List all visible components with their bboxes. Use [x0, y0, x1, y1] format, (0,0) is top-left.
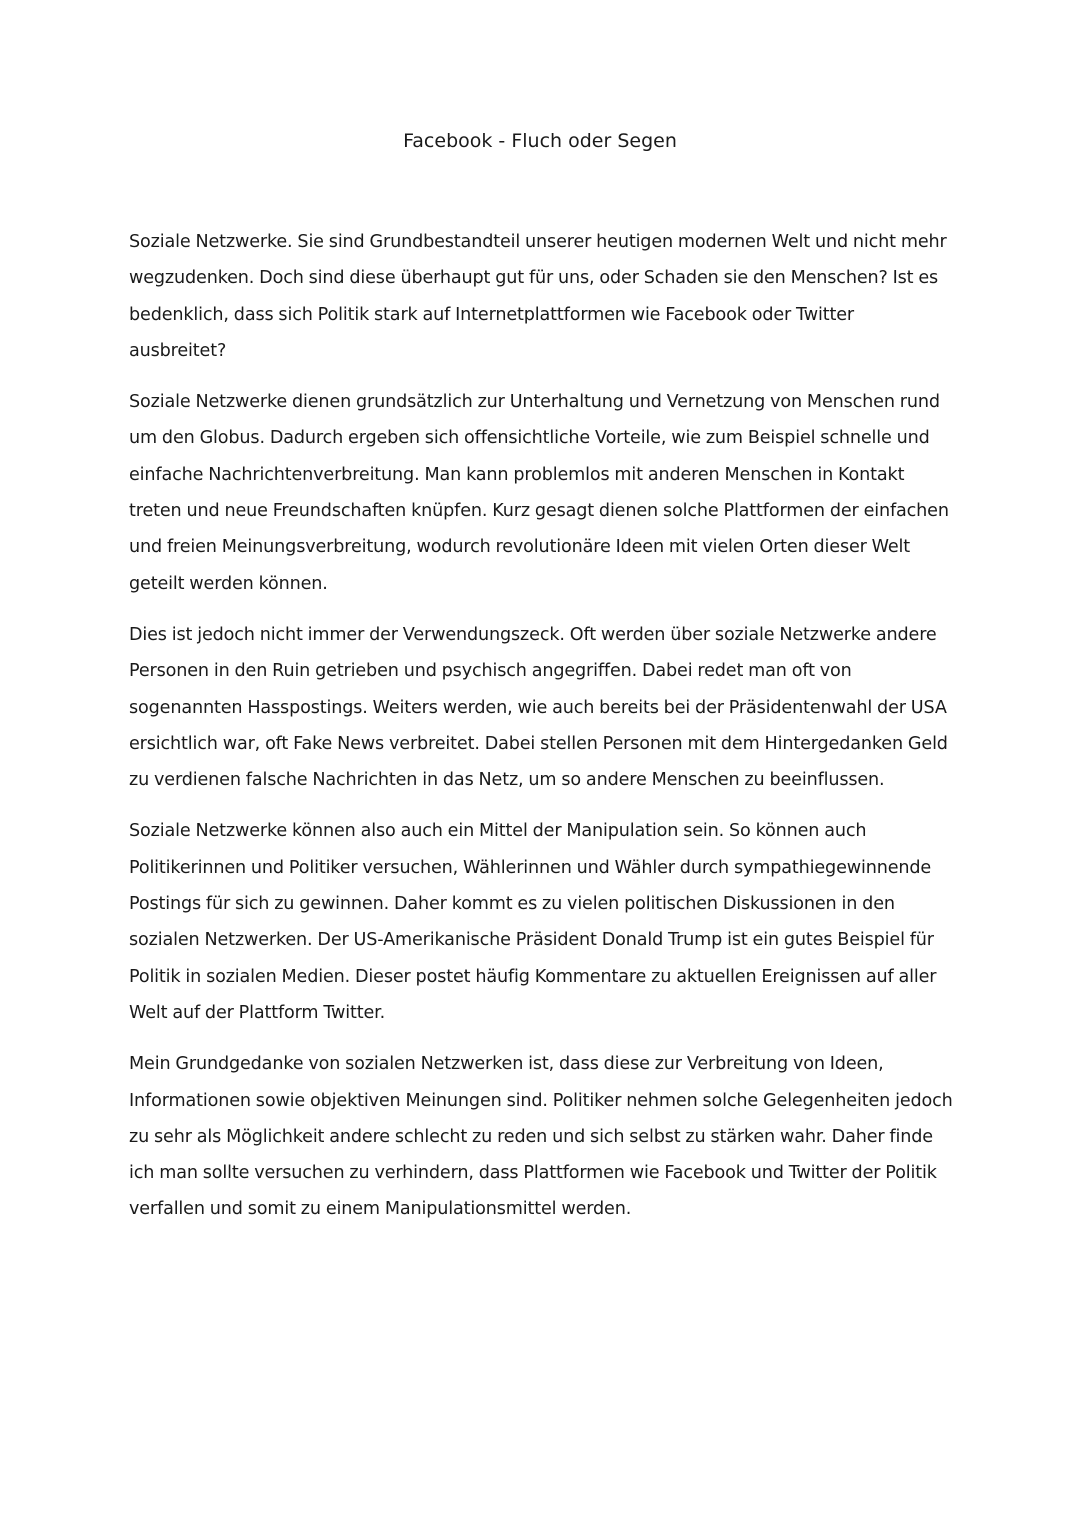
paragraph-intro: Soziale Netzwerke. Sie sind Grundbestandteil unserer heutigen modernen Welt und nicht mehr wegzudenken. Doch sind diese überhaupt gut für uns, oder Schaden sie den Menschen? Ist es bedenklich, dass sich Politik stark auf Internetplattformen wie Facebook oder Twitter ausbreitet? [129, 232, 947, 361]
document-title: Facebook - Fluch oder Segen [403, 130, 677, 152]
paragraph-manipulation: Soziale Netzwerke können also auch ein Mittel der Manipulation sein. So können auch Politikerinnen und Politiker versuchen, Wählerinnen und Wähler durch sympathiegewinnende Postings für sich zu gewinnen. Daher kommt es zu vielen politischen Diskussionen in den sozialen Netzwerken. Der US-Amerikanische Präsident Donald Trump ist ein gutes Beispiel für Politik in sozialen Medien. Dieser postet häufig Kommentare zu aktuellen Ereignissen auf aller Welt auf der Plattform Twitter. [129, 821, 937, 1023]
paragraph-conclusion: Mein Grundgedanke von sozialen Netzwerken ist, dass diese zur Verbreitung von Ideen, Informationen sowie objektiven Meinungen sind. Politiker nehmen solche Gelegenheiten jedoch zu sehr als Möglichkeit andere schlecht zu reden und sich selbst zu stärken wahr. Daher finde ich man sollte versuchen zu verhindern, dass Plattformen wie Facebook und Twitter der Politik verfallen und somit zu einem Manipulationsmittel werden. [129, 1054, 953, 1220]
paragraph-advantages: Soziale Netzwerke dienen grundsätzlich zur Unterhaltung und Vernetzung von Menschen rund um den Globus. Dadurch ergeben sich offensichtliche Vorteile, wie zum Beispiel schnelle und einfache Nachrichtenverbreitung. Man kann problemlos mit anderen Menschen in Kontakt treten und neue Freundschaften knüpfen. Kurz gesagt dienen solche Plattformen der einfachen und freien Meinungsverbreitung, wodurch revolutionäre Ideen mit vielen Orten dieser Welt geteilt werden können. [129, 392, 949, 594]
paragraph-disadvantages: Dies ist jedoch nicht immer der Verwendungszeck. Oft werden über soziale Netzwerke andere Personen in den Ruin getrieben und psychisch angegriffen. Dabei redet man oft von sogenannten Hasspostings. Weiters werden, wie auch bereits bei der Präsidentenwahl der USA ersichtlich war, oft Fake News verbreitet. Dabei stellen Personen mit dem Hintergedanken Geld zu verdienen falsche Nachrichten in das Netz, um so andere Menschen zu beeinflussen. [129, 624, 948, 791]
document-body [129, 224, 955, 1243]
